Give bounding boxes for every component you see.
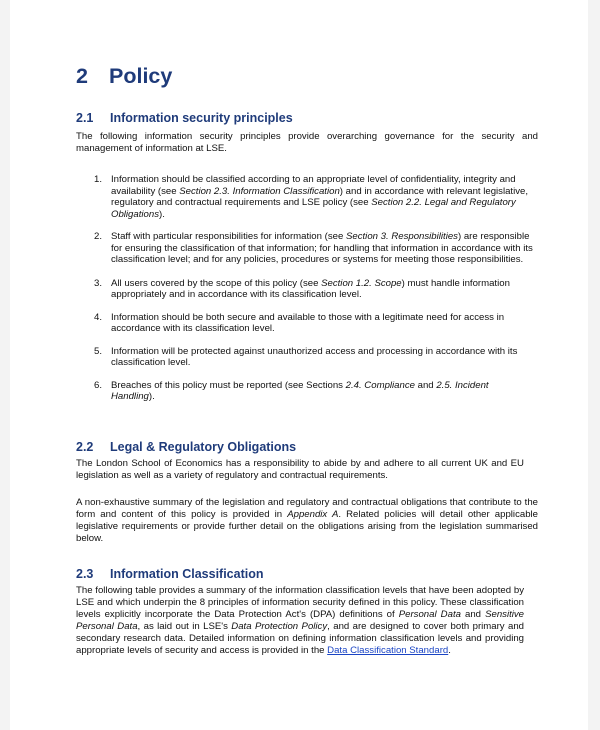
legal-paragraph: The London School of Economics has a responsibility to abide by and adhere to all current UK and EU legislation as well as a variety of regulatory and contractual requirements. bbox=[76, 458, 524, 481]
item-text: and bbox=[414, 379, 437, 391]
item-text: ) must handle information appropriately and in accordance with its classification level. bbox=[111, 277, 510, 300]
paragraph-text: , as laid out in LSE's bbox=[137, 621, 232, 632]
list-item bbox=[76, 174, 538, 220]
paragraph-text: . bbox=[448, 645, 451, 656]
section-reference: 2.5. Incident Handling bbox=[111, 379, 489, 402]
item-text: ). bbox=[148, 391, 155, 402]
defined-term: Personal Data bbox=[398, 609, 461, 620]
principles-list bbox=[76, 174, 538, 403]
section-heading-2-2 bbox=[76, 440, 296, 454]
chapter-number: 2 bbox=[76, 64, 88, 88]
paragraph-text: A non-exhaustive summary of the legislation and regulatory and contractual obligations that contribute to the form and content of this policy is provided in bbox=[76, 497, 538, 520]
paragraph-text: , and are designed to cover both primary and secondary research data. Detailed information on defining information classification levels and providing appropriate levels of security and access is provided in the bbox=[76, 621, 524, 656]
legislation-summary-paragraph bbox=[76, 497, 538, 545]
item-text: All users covered by the scope of this policy (see bbox=[111, 277, 322, 289]
appendix-reference: Appendix A bbox=[287, 509, 339, 520]
section-reference: Section 3. Responsibilities bbox=[345, 231, 458, 242]
section-heading-2-1 bbox=[76, 111, 293, 125]
chapter-heading bbox=[76, 64, 172, 89]
section-reference: Section 2.2. Legal and Regulatory Obligations bbox=[111, 197, 516, 220]
defined-term: Sensitive Personal Data bbox=[76, 609, 525, 632]
paragraph-text: The following table provides a summary of the information classification levels that have been adopted by LSE and which underpin the 8 principles of information security defined in this policy. These classification levels explicitly incorporate the Data Protection Act's (DPA) definitions of bbox=[76, 585, 524, 620]
section-title: Information security principles bbox=[110, 111, 293, 125]
item-text: ). bbox=[159, 208, 165, 220]
item-text: ) and in accordance with relevant legislative, regulatory and contractual requirements and LSE policy (see bbox=[111, 185, 529, 208]
list-item bbox=[76, 380, 538, 403]
data-classification-standard-link[interactable]: Data Classification Standard bbox=[327, 645, 449, 656]
document-page bbox=[10, 0, 588, 730]
section-title: Information Classification bbox=[110, 567, 264, 581]
chapter-title: Policy bbox=[109, 64, 173, 88]
item-number: 1. bbox=[94, 174, 103, 185]
item-number: 4. bbox=[94, 311, 103, 323]
list-item bbox=[76, 231, 538, 266]
item-number: 2. bbox=[94, 231, 103, 242]
section-number: 2.2 bbox=[76, 440, 94, 454]
section-reference: Section 1.2. Scope bbox=[321, 277, 402, 289]
paragraph-text: and bbox=[460, 609, 486, 620]
section-title: Legal & Regulatory Obligations bbox=[110, 440, 297, 454]
item-text: Information should be both secure and available to those with a legitimate need for access in accordance with its classification level. bbox=[111, 311, 505, 334]
item-text: Information will be protected against unauthorized access and processing in accordance with its classification level. bbox=[111, 345, 518, 368]
list-item bbox=[76, 312, 538, 335]
item-text: Breaches of this policy must be reported (see Sections bbox=[111, 379, 346, 391]
section-heading-2-3 bbox=[76, 567, 264, 581]
paragraph-text: . Related policies will detail other applicable legislative requirements or provide further detail on the obligations arising from the legislation summarised below. bbox=[76, 509, 538, 544]
section-reference: 2.4. Compliance bbox=[345, 379, 415, 391]
item-text: ) are responsible for ensuring the classification of that information; for handling that information in accordance with its classification level; and for any policies, procedures or systems for meeting those responsibilities. bbox=[111, 231, 533, 265]
item-text: Staff with particular responsibilities for information (see bbox=[111, 231, 346, 242]
item-number: 5. bbox=[94, 345, 103, 357]
item-number: 3. bbox=[94, 277, 103, 289]
section-number: 2.1 bbox=[76, 111, 94, 125]
list-item bbox=[76, 278, 538, 301]
intro-paragraph: The following information security principles provide overarching governance for the security and management of information at LSE. bbox=[76, 131, 538, 154]
item-number: 6. bbox=[94, 379, 103, 391]
section-reference: Section 2.3. Information Classification bbox=[179, 185, 340, 197]
classification-paragraph bbox=[76, 585, 524, 657]
section-number: 2.3 bbox=[76, 567, 94, 581]
list-item bbox=[76, 346, 538, 369]
policy-reference: Data Protection Policy bbox=[231, 621, 328, 632]
item-text: Information should be classified according to an appropriate level of confidentiality, integrity and availability (see bbox=[111, 174, 516, 197]
